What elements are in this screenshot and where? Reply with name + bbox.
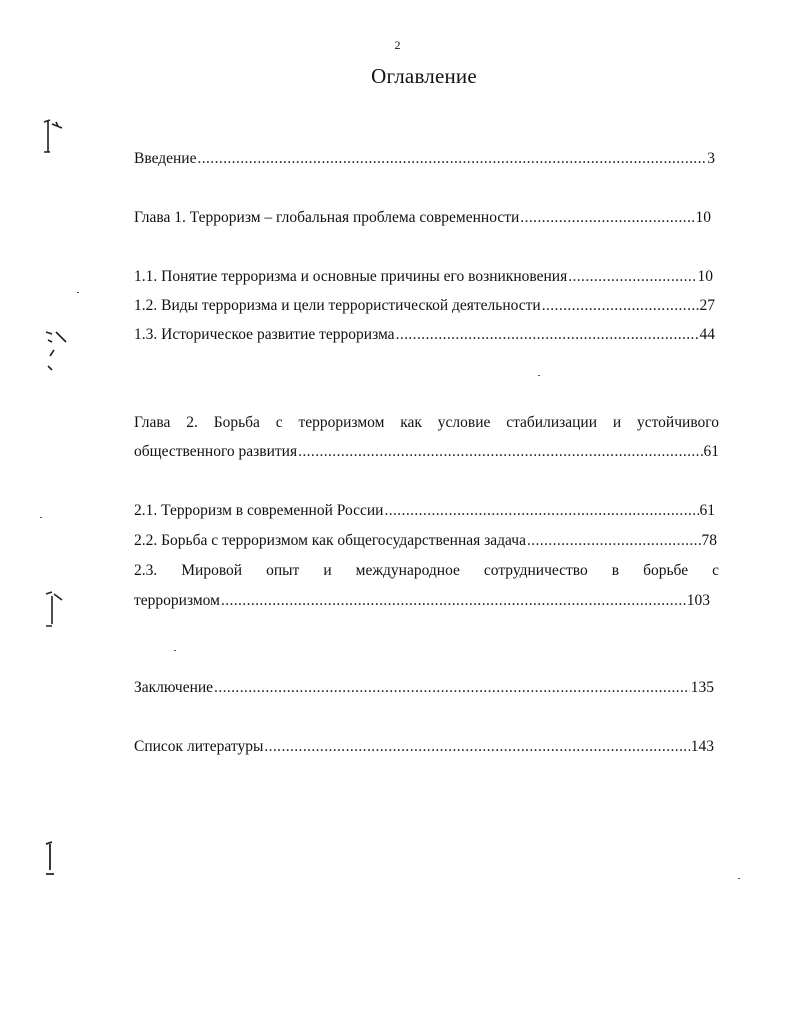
toc-entry-page: 10 bbox=[695, 209, 711, 226]
toc-entry-page: 10 bbox=[697, 268, 713, 285]
toc-entry-conclusion bbox=[134, 678, 714, 698]
toc-entry-section-1-3 bbox=[134, 325, 715, 345]
binding-hole-mark bbox=[40, 326, 74, 374]
leader-dots bbox=[527, 531, 701, 551]
leader-dots bbox=[396, 325, 699, 345]
scan-speck bbox=[738, 878, 740, 879]
leader-dots bbox=[197, 149, 706, 169]
leader-dots bbox=[298, 442, 702, 462]
scan-speck bbox=[40, 517, 42, 518]
toc-entry-label: Глава 1. Терроризм – глобальная проблема современности bbox=[134, 209, 520, 226]
toc-entry-page: 61 bbox=[703, 443, 719, 460]
toc-entry-page: 27 bbox=[699, 297, 715, 314]
toc-entry-label: 2.1. Терроризм в современной России bbox=[134, 502, 384, 519]
toc-entry-label: 1.2. Виды терроризма и цели террористической деятельности bbox=[134, 297, 541, 314]
scan-speck bbox=[538, 375, 540, 376]
toc-entry-label: Заключение bbox=[134, 679, 214, 696]
toc-entry-label: общественного развития bbox=[134, 443, 298, 460]
leader-dots bbox=[384, 501, 698, 521]
toc-entry-chapter-2 bbox=[134, 442, 719, 462]
toc-entry-chapter-2-line1: Глава 2. Борьба с терроризмом как условие стабилизации и устойчивого bbox=[134, 414, 719, 431]
toc-entry-page: 143 bbox=[690, 738, 714, 755]
toc-entry-page: 103 bbox=[686, 592, 710, 609]
toc-entry-section-2-2 bbox=[134, 531, 717, 551]
scan-speck bbox=[77, 292, 79, 293]
toc-entry-chapter-1 bbox=[134, 208, 711, 228]
toc-entry-intro bbox=[134, 149, 715, 169]
toc-entry-section-2-1 bbox=[134, 501, 715, 521]
toc-entry-page: 3 bbox=[707, 150, 715, 167]
page-number: 2 bbox=[394, 38, 401, 52]
binding-hole-mark bbox=[40, 838, 70, 882]
leader-dots bbox=[520, 208, 694, 228]
toc-entry-page: 44 bbox=[699, 326, 715, 343]
toc-entry-label: Введение bbox=[134, 150, 197, 167]
toc-entry-label: терроризмом bbox=[134, 592, 220, 609]
toc-entry-label: 1.1. Понятие терроризма и основные причины его возникновения bbox=[134, 268, 568, 285]
toc-entry-label: 1.3. Историческое развитие терроризма bbox=[134, 326, 395, 343]
toc-entry-section-2-3-line1: 2.3. Мировой опыт и международное сотрудничество в борьбе с bbox=[134, 562, 719, 579]
page-title: Оглавление bbox=[371, 64, 477, 88]
toc-entry-section-1-2 bbox=[134, 296, 715, 316]
scan-speck bbox=[174, 650, 176, 651]
leader-dots bbox=[221, 591, 686, 611]
toc-entry-page: 78 bbox=[701, 532, 717, 549]
toc-entry-label: Список литературы bbox=[134, 738, 264, 755]
toc-entry-page: 135 bbox=[690, 679, 714, 696]
leader-dots bbox=[568, 267, 696, 287]
leader-dots bbox=[264, 737, 689, 757]
toc-entry-page: 61 bbox=[699, 502, 715, 519]
binding-hole-mark bbox=[38, 588, 72, 636]
toc-entry-section-2-3 bbox=[134, 591, 710, 611]
toc-entry-section-1-1 bbox=[134, 267, 713, 287]
binding-hole-mark bbox=[36, 116, 70, 160]
toc-entry-references bbox=[134, 737, 714, 757]
leader-dots bbox=[542, 296, 699, 316]
leader-dots bbox=[214, 678, 690, 698]
toc-entry-label: 2.2. Борьба с терроризмом как общегосударственная задача bbox=[134, 532, 526, 549]
